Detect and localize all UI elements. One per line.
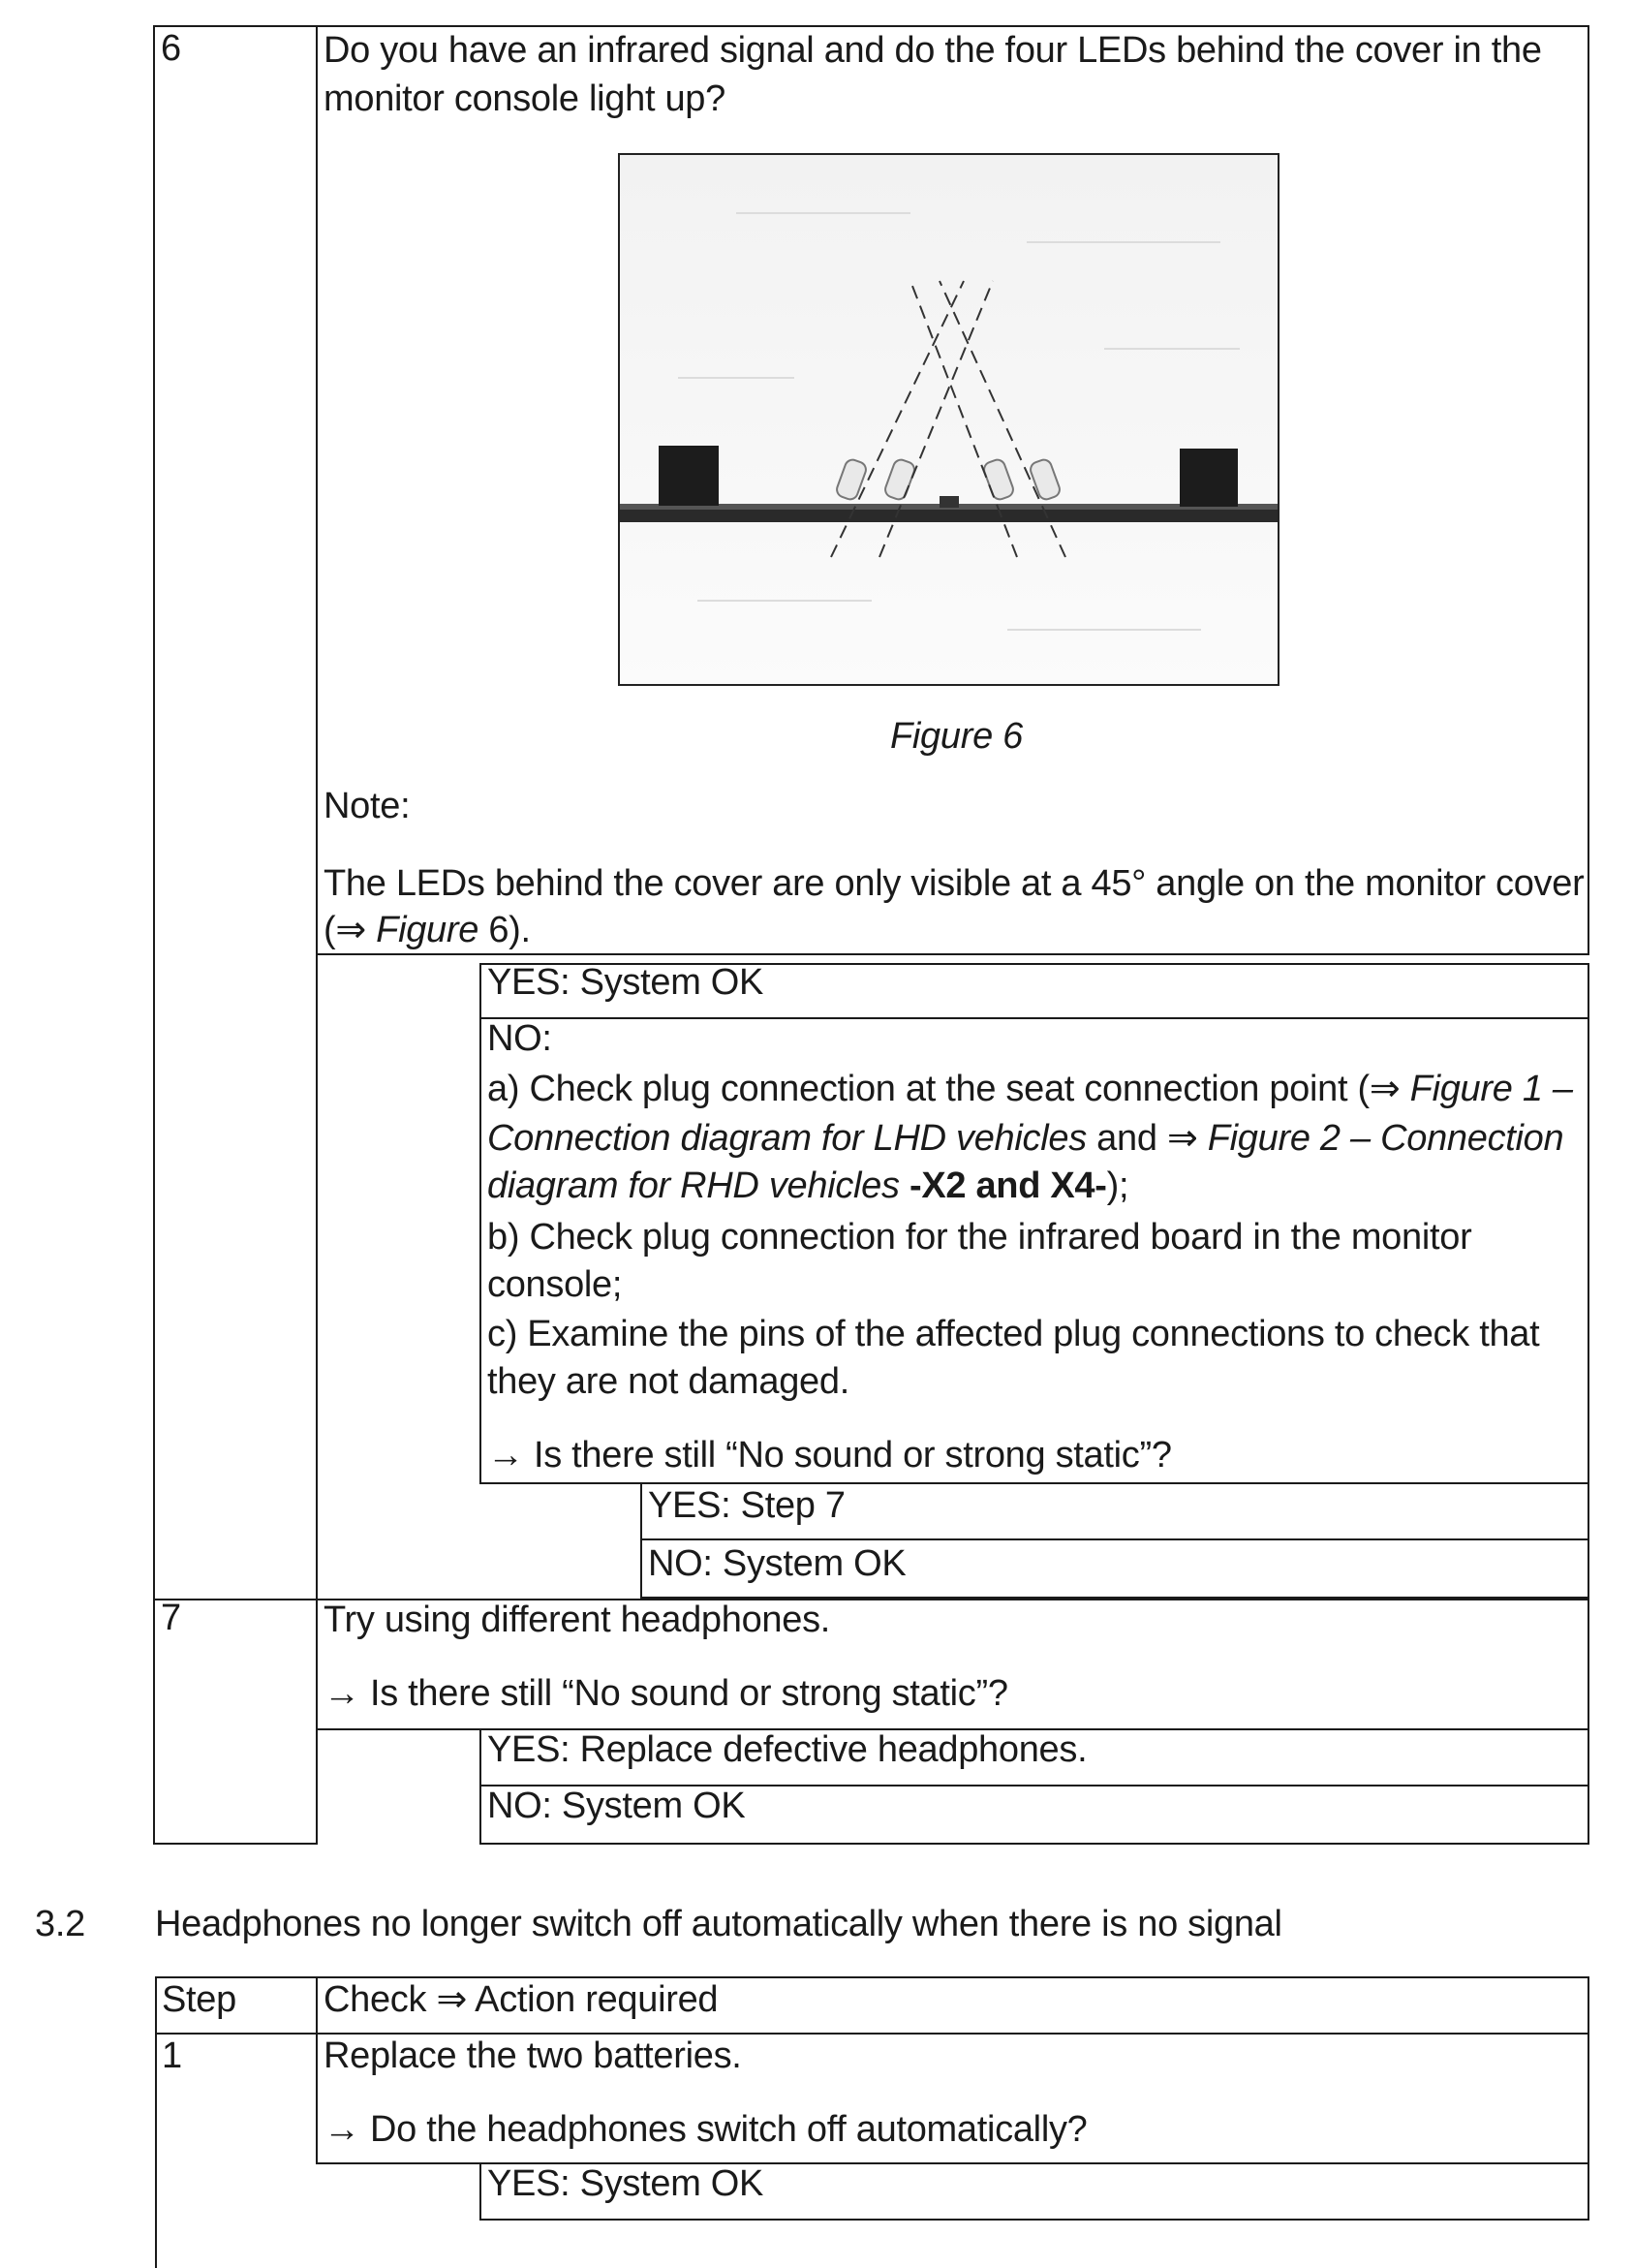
no-item-b-line1: b) Check plug connection for the infrared board in the monitor <box>487 1217 1472 1258</box>
figure-6-caption: Figure 6 <box>890 716 1024 757</box>
no-item-c-line1: c) Examine the pins of the affected plug connections to check that <box>487 1314 1540 1354</box>
no-yes-step7: YES: Step 7 <box>648 1485 846 1526</box>
no-a-text: a) Check plug connection at the seat connection point (⇒ <box>487 1069 1410 1109</box>
no-item-a-line1 <box>487 1066 1573 1112</box>
step6-no-label: NO: <box>487 1018 552 1059</box>
figure-6-image <box>618 153 1279 686</box>
no-a-end: ); <box>1106 1165 1129 1206</box>
no-item-c-line2: they are not damaged. <box>487 1361 849 1402</box>
step6-number-cell <box>153 25 318 1600</box>
section-3-2-title: Headphones no longer switch off automatically when there is no signal <box>155 1904 1282 1944</box>
no-no-system-ok: NO: System OK <box>648 1543 907 1584</box>
step7-number: 7 <box>161 1598 181 1638</box>
note-line2-prefix: (⇒ <box>324 910 377 950</box>
section-3-2-number: 3.2 <box>35 1904 85 1944</box>
step1-instruction: Replace the two batteries. <box>324 2035 742 2076</box>
no-a-mid: and ⇒ <box>1086 1118 1208 1159</box>
note-figure-ref: Figure <box>376 910 479 950</box>
led-board-illustration <box>620 155 1279 686</box>
step7-yes: YES: Replace defective headphones. <box>487 1729 1088 1770</box>
note-label: Note: <box>324 786 411 826</box>
step1-left-border <box>155 2033 157 2268</box>
step6-yes: YES: System OK <box>487 962 764 1003</box>
note-line1: The LEDs behind the cover are only visible at a 45° angle on the monitor cover <box>324 863 1585 904</box>
step7-no: NO: System OK <box>487 1786 746 1826</box>
circuit-board <box>620 509 1279 522</box>
note-line2 <box>324 907 531 953</box>
step1-number: 1 <box>162 2035 182 2076</box>
lhd-diagram-ref: Connection diagram for LHD vehicles <box>487 1118 1087 1159</box>
figure-2-ref: Figure 2 – Connection <box>1207 1118 1564 1159</box>
step6-question-line2: monitor console light up? <box>324 78 725 119</box>
no-question: → Is there still “No sound or strong static”? <box>487 1435 1172 1476</box>
left-component <box>659 446 719 506</box>
step1-yes: YES: System OK <box>487 2163 764 2204</box>
step7-instruction: Try using different headphones. <box>324 1600 831 1640</box>
no-item-b-line2: console; <box>487 1264 623 1305</box>
table-header-step: Step <box>162 1979 236 2020</box>
step1-question: → Do the headphones switch off automatically? <box>324 2109 1088 2150</box>
figure-1-ref: Figure 1 – <box>1409 1069 1573 1109</box>
step6-number: 6 <box>161 28 181 69</box>
no-item-a-line3 <box>487 1163 1128 1209</box>
rhd-diagram-ref: diagram for RHD vehicles <box>487 1165 900 1206</box>
no-item-a-line2 <box>487 1115 1563 1162</box>
step6-question-line1: Do you have an infrared signal and do the four LEDs behind the cover in the <box>324 30 1542 71</box>
note-line2-suffix: 6). <box>478 910 531 950</box>
step7-question: → Is there still “No sound or strong static”? <box>324 1673 1008 1714</box>
table-header-check: Check ⇒ Action required <box>324 1979 719 2020</box>
connector-ids: -X2 and X4- <box>899 1165 1107 1206</box>
right-component <box>1180 449 1238 507</box>
